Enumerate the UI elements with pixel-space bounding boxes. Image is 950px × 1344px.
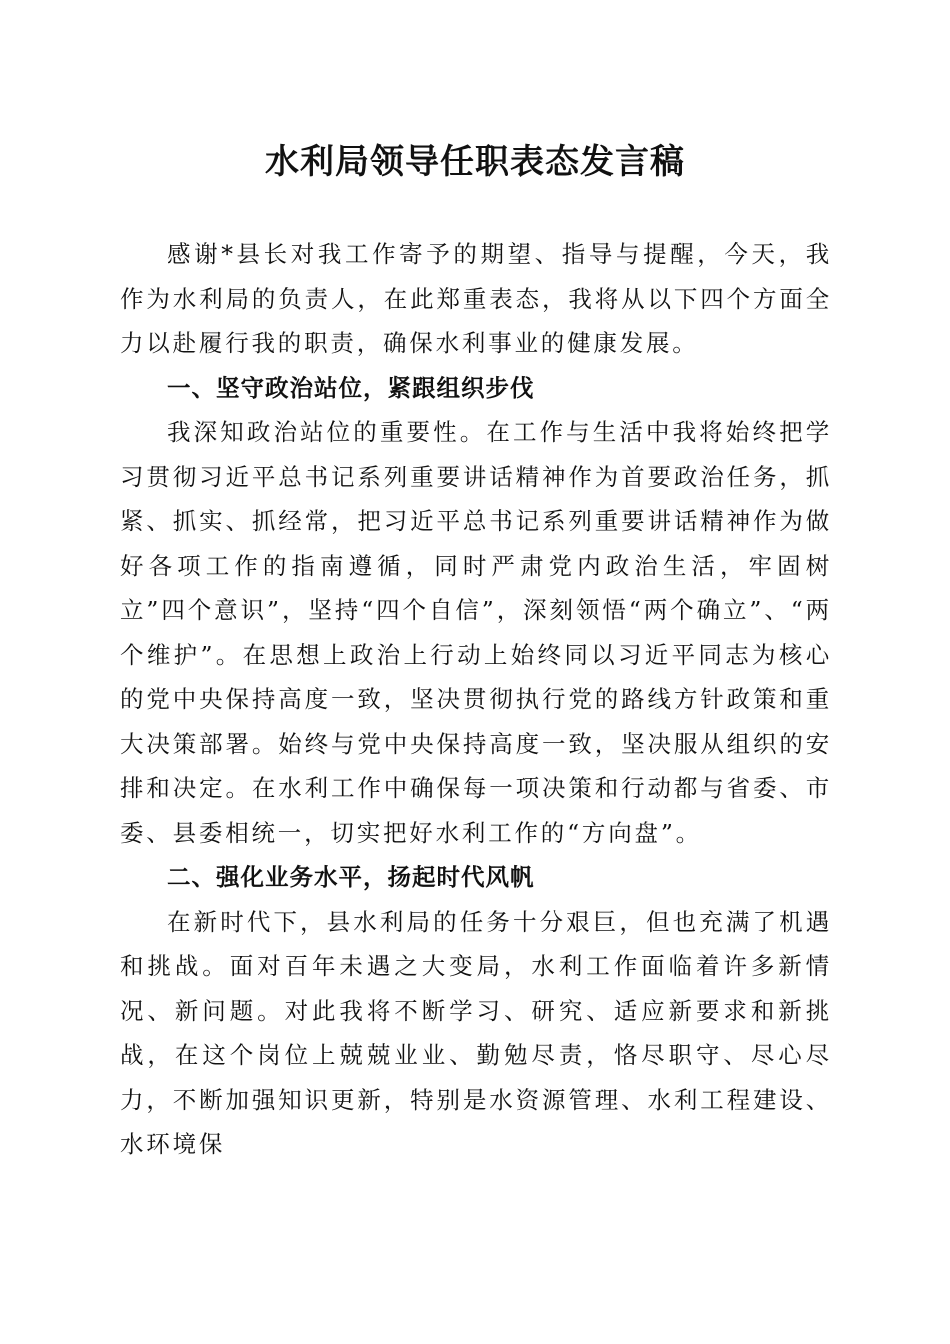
section-2-heading: 二、强化业务水平，扬起时代风帆 — [167, 863, 535, 891]
document-body — [120, 232, 832, 1167]
section-1-heading: 一、坚守政治站位，紧跟组织步伐 — [167, 373, 535, 402]
intro-paragraph: 感谢*县长对我工作寄予的期望、指导与提醒，今天，我作为水利局的负责人，在此郑重表态，我将从以下四个方面全力以赴履行我的职责，确保水利事业的健康发展。 — [120, 240, 832, 357]
document-title: 水利局领导任职表态发言稿 — [265, 142, 685, 182]
section-2-paragraph: 在新时代下，县水利局的任务十分艰巨，但也充满了机遇和挑战。面对百年未遇之大变局，水利工作面临着许多新情况、新问题。对此我将不断学习、研究、适应新要求和新挑战，在这个岗位上兢兢业业、勤勉尽责，恪尽职守、尽心尽力，不断加强知识更新，特别是水资源管理、水利工程建设、水环境保 — [120, 907, 832, 1158]
section-1-paragraph: 我深知政治站位的重要性。在工作与生活中我将始终把学习贯彻习近平总书记系列重要讲话精神作为首要政治任务，抓紧、抓实、抓经常，把习近平总书记系列重要讲话精神作为做好各项工作的指南遵循，同时严肃党内政治生活，牢固树立”四个意识”，坚持“四个自信”，深刻领悟“两个确立”、“两个维护”。在思想上政治上行动上始终同以习近平同志为核心的党中央保持高度一致，坚决贯彻执行党的路线方针政策和重大决策部署。始终与党中央保持高度一致，坚决服从组织的安排和决定。在水利工作中确保每一项决策和行动都与省委、市委、县委相统一，切实把好水利工作的“方向盘”。 — [120, 418, 832, 847]
